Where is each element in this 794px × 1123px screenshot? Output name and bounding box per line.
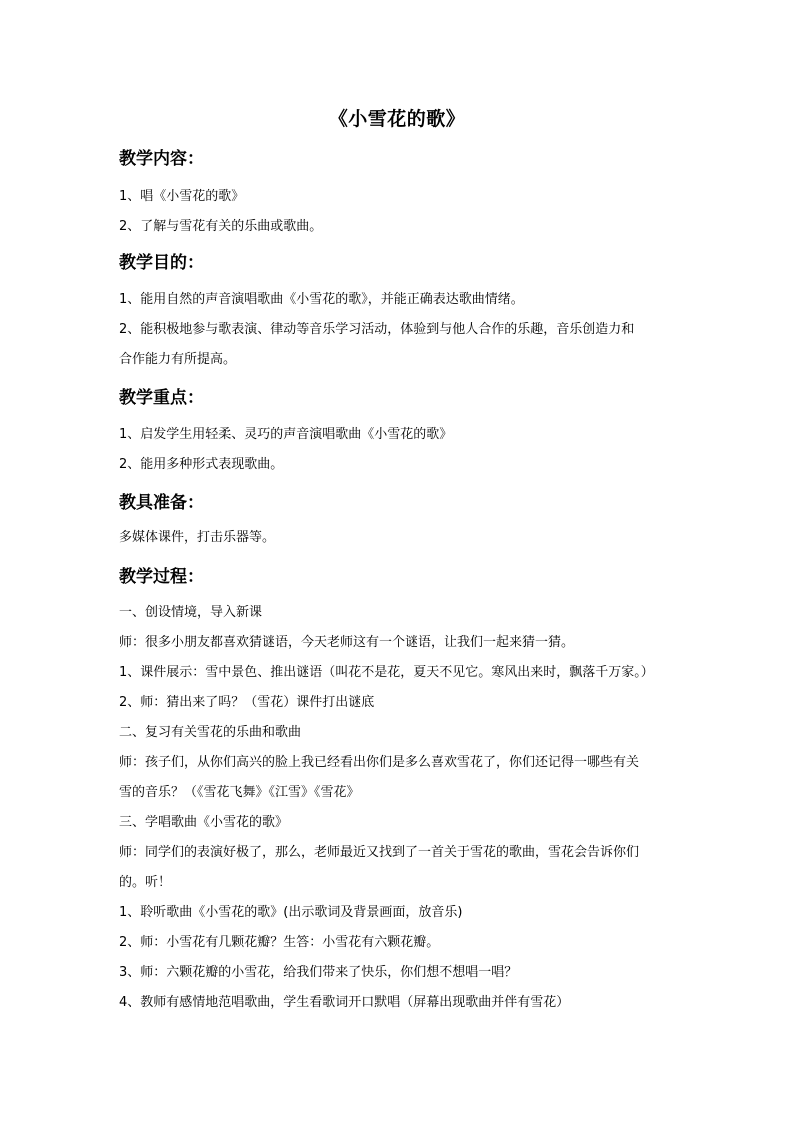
process-line-12: 2、师：小雪花有几颗花瓣？生答：小雪花有六颗花瓣。 [119,935,440,950]
focus-line-2: 2、能用多种形式表现歌曲。 [119,457,284,472]
process-line-6: 师：孩子们，从你们高兴的脸上我已经看出你们是多么喜欢雪花了，你们还记得一哪些有关 [119,755,640,770]
process-line-10: 的。听！ [119,875,172,890]
content-line-2: 2、了解与雪花有关的乐曲或歌曲。 [119,219,323,234]
content-line-1: 1、唱《小雪花的歌》 [119,189,245,204]
document-title: 《小雪花的歌》 [328,108,466,130]
process-line-1: 一、创设情境，导入新课 [119,605,263,620]
section-heading-goals: 教学目的： [119,253,204,273]
process-line-9: 师：同学们的表演好极了，那么，老师最近又找到了一首关于雪花的歌曲，雪花会告诉你们 [119,845,640,860]
section-heading-materials: 教具准备： [119,493,204,513]
process-line-3: 1、课件展示：雪中景色、推出谜语（叫花不是花，夏天不见它。寒风出来时，飘落千万家。） [119,665,654,680]
section-heading-process: 教学过程： [119,567,204,587]
section-heading-content: 教学内容： [119,149,204,169]
process-line-5: 二、复习有关雪花的乐曲和歌曲 [119,725,302,740]
process-line-11: 1、聆听歌曲《小雪花的歌》(出示歌词及背景画面，放音乐) [119,905,463,920]
goals-line-1: 1、能用自然的声音演唱歌曲《小雪花的歌》，并能正确表达歌曲情绪。 [119,292,524,307]
materials-line-1: 多媒体课件，打击乐器等。 [119,530,276,545]
process-line-4: 2、师：猜出来了吗？（雪花）课件打出谜底 [119,695,375,710]
process-line-8: 三、学唱歌曲《小雪花的歌》 [119,815,289,830]
process-line-2: 师：很多小朋友都喜欢猜谜语，今天老师这有一个谜语，让我们一起来猜一猜。 [119,635,575,650]
section-heading-focus: 教学重点： [119,388,204,408]
process-line-7: 雪的音乐？（《雪花飞舞》《江雪》《雪花》 [119,785,360,800]
goals-line-3: 合作能力有所提高。 [119,352,237,367]
section-content [119,145,204,173]
focus-line-1: 1、启发学生用轻柔、灵巧的声音演唱歌曲《小雪花的歌》 [119,427,453,442]
process-line-13: 3、师：六颗花瓣的小雪花，给我们带来了快乐，你们想不想唱一唱？ [119,965,518,980]
process-line-14: 4、教师有感情地范唱歌曲，学生看歌词开口默唱（屏幕出现歌曲并伴有雪花） [119,995,570,1010]
goals-line-2: 2、能积极地参与歌表演、律动等音乐学习活动，体验到与他人合作的乐趣，音乐创造力和 [119,322,635,337]
